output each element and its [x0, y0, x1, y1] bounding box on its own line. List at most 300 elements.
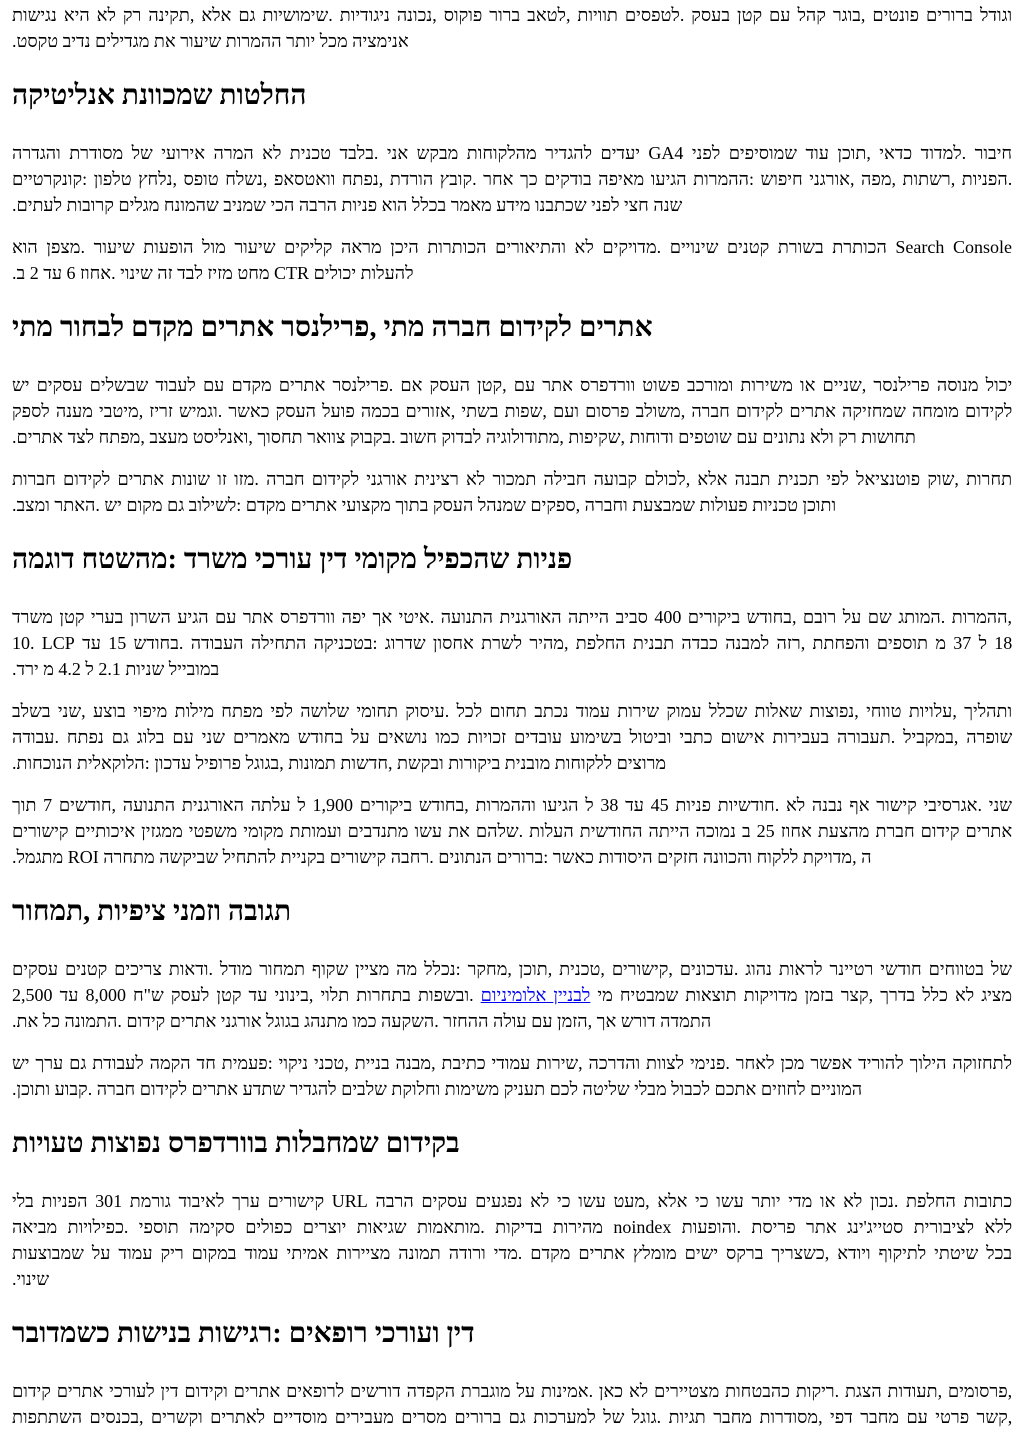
word: עורכי: [254, 544, 313, 575]
word: מתי: [383, 312, 425, 343]
text-line: [12, 140, 1012, 166]
word: לקידום: [498, 312, 572, 343]
word: איכותיים: [74, 821, 136, 841]
word: וזמני: [173, 896, 222, 927]
word: אמיתי: [286, 1243, 329, 1263]
word: זו: [217, 469, 227, 489]
word: .ב: [12, 263, 26, 283]
word: הגיעו: [542, 795, 579, 815]
word: למערכות: [533, 1407, 596, 1427]
word: אף: [849, 795, 870, 815]
word: קטן: [216, 985, 242, 1005]
word: 8,000: [85, 985, 126, 1005]
word: לא: [785, 795, 806, 815]
word: תוספי: [138, 1217, 179, 1237]
word: להוריד: [858, 1053, 904, 1073]
paragraph: [12, 234, 1012, 286]
word: רחבה.: [390, 847, 434, 867]
word: הוא: [12, 237, 38, 257]
word: 2: [29, 263, 39, 283]
word: אך: [596, 1011, 617, 1031]
word: פרופיל: [195, 753, 242, 773]
word: מקצועי: [341, 495, 391, 515]
word: מדויקת,: [802, 847, 857, 867]
word: טופס: [183, 169, 219, 189]
text-line: [12, 166, 1012, 192]
word: פרילנסר.: [332, 375, 394, 395]
word[interactable]: לבניין: [553, 985, 591, 1005]
word: הורדת: [389, 169, 434, 189]
word: מעצב: [149, 427, 189, 447]
word: פרילנסר,: [281, 312, 377, 343]
word: התנועה: [122, 795, 176, 815]
word: וקידום: [184, 1381, 228, 1401]
word: כפולים: [245, 1217, 293, 1237]
word: ועורכי: [374, 1318, 440, 1349]
word: אלא: [657, 1191, 688, 1211]
word: דוגמה: [12, 544, 75, 575]
word: מענה: [55, 401, 93, 421]
word: מ: [43, 659, 54, 679]
word: בוצע: [92, 701, 126, 721]
word: כבדה: [681, 633, 718, 653]
word: על: [516, 1381, 536, 1401]
word: או: [820, 1191, 836, 1211]
word: אזורים,: [405, 401, 456, 421]
intro-paragraph: [12, 2, 1012, 54]
word: מחקר,: [467, 959, 512, 979]
word: של: [131, 143, 153, 163]
word: לטאב,: [527, 5, 571, 25]
word: בשתי: [461, 401, 499, 421]
word: קטנים: [64, 959, 108, 979]
word: 301: [95, 1191, 123, 1211]
word: והופעות.: [681, 1217, 742, 1237]
text-line: [12, 698, 1012, 724]
word: אורגני: [366, 469, 408, 489]
word: מסודרות,: [759, 1407, 823, 1427]
word: היכן: [390, 237, 419, 257]
word: דין: [160, 1381, 179, 1401]
word: אתרים: [278, 375, 326, 395]
word: שכתבנו: [534, 195, 587, 215]
word: רזה,: [776, 633, 806, 653]
word: כך: [519, 169, 538, 189]
word: מראה: [341, 237, 382, 257]
word: .ומצב: [12, 495, 50, 515]
word: חודשיות.: [717, 795, 780, 815]
word: נושאים: [377, 727, 428, 747]
word: נגישות: [12, 5, 57, 25]
word: החלטות: [219, 80, 307, 111]
word: שהמונח: [163, 195, 219, 215]
word: ביקורים: [359, 795, 413, 815]
word: לחוזים: [760, 1079, 806, 1099]
word: אישום: [720, 727, 765, 747]
word: 45: [650, 795, 669, 815]
word: יש: [12, 375, 30, 395]
word: שינויים: [669, 237, 719, 257]
word: אתרים: [965, 821, 1013, 841]
word: הייתה: [568, 607, 610, 627]
word: חודשי: [880, 959, 922, 979]
word: .ותוכן: [12, 1079, 51, 1099]
word: יוצרים: [302, 1217, 347, 1237]
word: אירועי: [161, 143, 206, 163]
word: תחום: [489, 701, 527, 721]
word: קטנים: [726, 237, 770, 257]
word: דורשים: [349, 1381, 401, 1401]
word: נפוצות: [90, 1128, 161, 1159]
word: בקניית: [280, 847, 326, 867]
word: עד: [248, 985, 268, 1005]
text-line: [12, 1214, 1012, 1240]
word: ברורים: [454, 1407, 502, 1427]
word: ותהליך: [964, 701, 1013, 721]
text-line: [12, 372, 1012, 398]
word: מחבר: [713, 1407, 753, 1427]
word: לא: [530, 1191, 550, 1211]
word: מתודולוגיה,: [485, 427, 564, 447]
word: כלל: [922, 985, 948, 1005]
word: 1,900: [312, 795, 354, 815]
word: חברה: [96, 1079, 136, 1099]
word: טכניות: [752, 495, 799, 515]
text-line: [12, 1404, 1012, 1430]
word: מדי: [788, 1191, 813, 1211]
word: דין: [319, 544, 348, 575]
word[interactable]: אלומיניום: [480, 985, 547, 1005]
word: אלא: [697, 469, 728, 489]
word: פרילנסר: [873, 375, 930, 395]
word: ערך: [232, 1191, 260, 1211]
word: מביאה: [12, 1217, 58, 1237]
word: הרבה: [298, 195, 338, 215]
word: .את: [12, 1011, 39, 1031]
word: לבד: [177, 263, 203, 283]
word: עסקים: [421, 1191, 468, 1211]
word: פרטי: [935, 1407, 970, 1427]
word: אחוז: [780, 821, 812, 841]
word: ובקשת: [397, 753, 444, 773]
word: קהל: [797, 5, 826, 25]
word: תעודות,: [887, 1381, 943, 1401]
word: יותר: [751, 1191, 781, 1211]
word: לספק: [12, 401, 50, 421]
word: אתר: [542, 375, 573, 395]
word: וקשרים: [150, 1407, 203, 1427]
word: נתונים: [762, 427, 806, 447]
word: אתרים: [578, 1243, 625, 1263]
word: ביקורות: [448, 753, 501, 773]
word: לראות: [778, 959, 823, 979]
word: בתוך: [395, 495, 429, 515]
word: תמכור: [492, 469, 537, 489]
word: מקדם: [530, 1243, 571, 1263]
word: האורגנית: [181, 795, 244, 815]
word: כשצריך,: [771, 1243, 830, 1263]
paragraph: [12, 1050, 1012, 1102]
word: גם: [508, 1407, 526, 1427]
word: אפשר: [810, 1053, 853, 1073]
word: וורדפרס: [579, 375, 636, 395]
word: חצי: [624, 195, 649, 215]
word: 2,500: [12, 985, 53, 1005]
word: אגרסיבי.: [923, 795, 982, 815]
word: CTR: [274, 263, 310, 283]
word: הנתונים: [438, 847, 492, 867]
word: הפניות.: [961, 169, 1013, 189]
text-line: [12, 982, 1012, 1008]
word: אנליטיקה: [12, 80, 115, 111]
aluminum-link[interactable]: [481, 985, 591, 1005]
word: הזמן,: [557, 1011, 593, 1031]
word: מפה,: [861, 169, 896, 189]
word: ויודא: [837, 1243, 871, 1263]
word: לפי: [270, 701, 293, 721]
word: מקדם: [231, 375, 272, 395]
word: עדכון: [154, 753, 192, 773]
word: רק: [838, 427, 857, 447]
word: בטכניקה:: [313, 633, 378, 653]
word: בלוג: [136, 727, 165, 747]
word: בשורת: [777, 237, 824, 257]
word: נפתח: [66, 727, 104, 747]
word: מצפן.: [46, 237, 85, 257]
word: מקומי: [354, 544, 418, 575]
word: קישורים,: [611, 959, 673, 979]
word: שמוסיפים: [728, 143, 798, 163]
word: אחסון: [432, 633, 474, 653]
word: ש"ח: [133, 985, 164, 1005]
word: היסודות: [598, 847, 653, 867]
word: רגישות:: [198, 1318, 282, 1349]
word: עבודה.: [12, 727, 59, 747]
word: בערי: [90, 607, 124, 627]
word: קובץ.: [439, 169, 477, 189]
text-line: [12, 234, 1012, 260]
word: 10.: [12, 633, 35, 653]
word: שמנהל: [477, 495, 526, 515]
word: מבלי: [634, 1079, 667, 1099]
word: שתדע: [242, 1079, 286, 1099]
word: המוניים: [810, 1079, 863, 1099]
word: לרופאים: [286, 1381, 345, 1401]
word: רק: [122, 5, 142, 25]
word: בדיקות: [495, 1217, 543, 1237]
word: אתר: [806, 1217, 837, 1237]
word: מציירות: [336, 1243, 391, 1263]
word: יכול: [985, 375, 1013, 395]
word: נפוצות,: [809, 701, 859, 721]
word: הצגת: [845, 1381, 882, 1401]
word: לבדוק: [441, 427, 482, 447]
text-line: [12, 1266, 1012, 1292]
word: אורגני: [220, 1011, 262, 1031]
word: הייתה: [648, 821, 690, 841]
word: 18: [994, 633, 1013, 653]
word: שקוף: [311, 959, 349, 979]
word: ולא: [809, 427, 834, 447]
word: מעט,: [613, 1191, 650, 1211]
word: ריק: [160, 1243, 184, 1263]
word: של: [990, 959, 1013, 979]
word: תוצאות: [685, 985, 737, 1005]
word: גוגל.: [631, 1407, 662, 1427]
word: עם: [214, 607, 237, 627]
text-line: [12, 2, 1012, 28]
word: עם: [531, 1011, 553, 1031]
word: שמניב: [223, 195, 266, 215]
word: מהירות: [552, 1217, 603, 1237]
word: קידום: [126, 1011, 166, 1031]
word: הילוך: [909, 1053, 947, 1073]
word: מהלקוחות: [466, 143, 537, 163]
word: פניות: [675, 795, 711, 815]
word: בדרך: [880, 985, 916, 1005]
word: שהכפיל: [424, 544, 510, 575]
word: .ירד: [12, 659, 39, 679]
word: החלפת: [575, 633, 626, 653]
word: מגלים: [118, 195, 160, 215]
word: קונקרטיים:: [12, 169, 88, 189]
word: חברה: [431, 312, 492, 343]
word: אם: [400, 375, 423, 395]
word: לפני: [691, 143, 721, 163]
word: וגודל: [979, 5, 1013, 25]
word: לא: [843, 1191, 863, 1211]
word: GA4: [648, 143, 684, 163]
word: עם: [906, 1407, 928, 1427]
word: 37: [953, 633, 972, 653]
word: האורגנית: [499, 607, 562, 627]
word: את: [448, 821, 470, 841]
word: מול: [202, 237, 226, 257]
word: בכל: [986, 1243, 1013, 1263]
section-heading-case-study: [12, 544, 1012, 576]
word: חיבור: [974, 143, 1013, 163]
word: כתיבת: [441, 1053, 486, 1073]
word: כי: [557, 1191, 571, 1211]
word: לציבורית: [913, 1217, 975, 1237]
word: נמוכה: [695, 821, 736, 841]
word: מתי: [12, 312, 54, 343]
word: ציפיות: [97, 896, 166, 927]
word: לפני: [591, 195, 620, 215]
word: עם: [513, 375, 536, 395]
word: והכוונה: [702, 847, 753, 867]
word: ל: [85, 659, 94, 679]
word: רובם: [802, 607, 837, 627]
word: בוורדפרס: [167, 1128, 268, 1159]
word: תוכן,: [837, 143, 871, 163]
word: בעבירות: [772, 727, 830, 747]
word: ועם: [552, 401, 579, 421]
word: מידע: [496, 195, 531, 215]
word: השקעה.: [381, 1011, 439, 1031]
text-line: [12, 1240, 1012, 1266]
word: נדיב: [62, 31, 91, 51]
word: שליטה: [582, 1079, 630, 1099]
word: בגוגל,: [245, 753, 284, 773]
word: חודשים,: [58, 795, 117, 815]
word: רצינית: [414, 469, 459, 489]
word: מאיפה: [598, 169, 645, 189]
word: בלי: [12, 1191, 34, 1211]
word: מבנה,: [395, 1053, 436, 1073]
word: יש: [12, 1053, 30, 1073]
word: מציג: [981, 985, 1012, 1005]
section-heading-pricing: [12, 896, 1012, 928]
section-heading-sensitive-niches: [12, 1318, 1012, 1350]
word: יש: [104, 495, 122, 515]
word: לכבול: [671, 1079, 711, 1099]
word: גם: [111, 727, 129, 747]
word: כדאי: [879, 143, 913, 163]
word: ללקוח: [756, 847, 799, 867]
word: במקביל,: [903, 727, 959, 747]
word: חברה: [266, 469, 305, 489]
word: קבועה: [593, 469, 638, 489]
word: הלוקאלית:: [76, 753, 150, 773]
paragraph: [12, 792, 1012, 870]
word: תחומי: [356, 701, 398, 721]
word: עוד: [805, 143, 829, 163]
word: אתרים: [191, 1079, 239, 1099]
word: מותאמות.: [416, 1217, 485, 1237]
word: תעניק: [503, 1079, 546, 1099]
word: קישור: [876, 795, 917, 815]
word: תעבורה.: [837, 727, 896, 747]
section-heading-wordpress-mistakes: [12, 1128, 1012, 1160]
word: אחר: [483, 169, 514, 189]
word: לא: [262, 143, 282, 163]
word: מתנדבים: [347, 821, 409, 841]
word: חדשות,: [340, 753, 393, 773]
word: אחוז.: [80, 263, 116, 283]
word: לשרת: [481, 633, 523, 653]
word: 400: [654, 607, 682, 627]
word: עד: [625, 795, 644, 815]
word: עיסוק.: [405, 701, 450, 721]
word: עד: [59, 985, 79, 1005]
paragraph: [12, 140, 1012, 218]
word: קרובות: [66, 195, 114, 215]
word: שלושה: [300, 701, 350, 721]
word: מומחה: [911, 401, 959, 421]
word: מאמרים: [232, 727, 290, 747]
word: .מתגמל: [12, 847, 64, 867]
word: מצטיירים: [654, 1381, 720, 1401]
word: חברה: [691, 401, 730, 421]
word: כאשר: [228, 401, 270, 421]
word: משירות: [740, 375, 793, 395]
word: מיטבי,: [99, 401, 144, 421]
word: כפילויות.: [67, 1217, 129, 1237]
word: וואטסאפ: [273, 169, 336, 189]
word: 7: [43, 795, 53, 815]
word: זכויות: [467, 727, 507, 747]
word: הקפדה: [406, 1381, 456, 1401]
word: ההמרות:: [693, 169, 754, 189]
word: ברור: [489, 5, 521, 25]
word: פעמית:: [221, 1053, 273, 1073]
word: אנימציה: [352, 31, 409, 51]
word: קבוע.: [54, 1079, 93, 1099]
word: ללקוחות: [554, 753, 613, 773]
word: לקידום: [311, 469, 360, 489]
word: תוך: [12, 795, 37, 815]
